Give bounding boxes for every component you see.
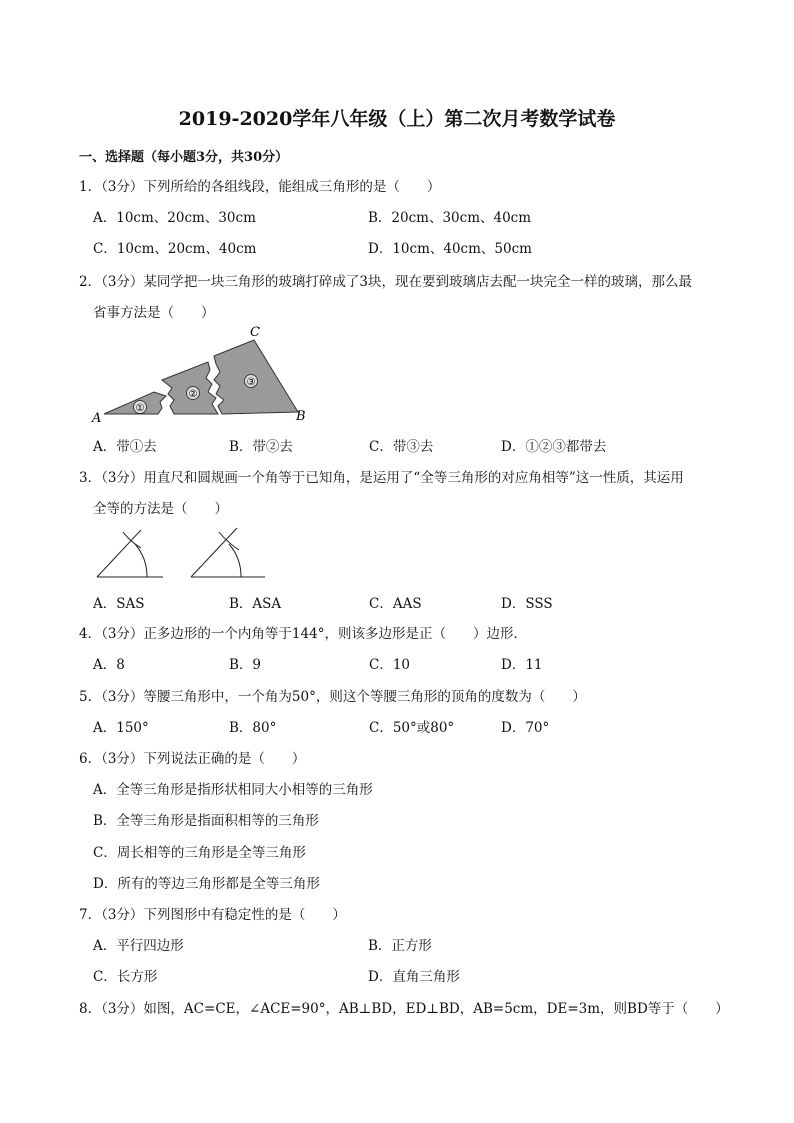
q3-option-c: C．AAS bbox=[369, 596, 422, 612]
q4-option-c: C．10 bbox=[369, 657, 411, 673]
vertex-label-c: C bbox=[250, 325, 260, 340]
original-angle bbox=[97, 530, 163, 577]
piece-1-label: ① bbox=[135, 403, 145, 414]
question-1-stem: 1．（3分）下列所给的各组线段，能组成三角形的是（ ） bbox=[79, 179, 441, 195]
q1-option-d: D．10cm、40cm、50cm bbox=[368, 241, 532, 257]
q1-option-b: B．20cm、30cm、40cm bbox=[368, 210, 532, 226]
angle-construction-figure bbox=[93, 522, 273, 584]
q3-option-b: B．ASA bbox=[229, 596, 282, 612]
q2-option-b: B．带②去 bbox=[229, 439, 293, 455]
q4-option-b: B．9 bbox=[229, 657, 262, 673]
piece-3-label: ③ bbox=[246, 377, 256, 388]
q2-option-a: A．带①去 bbox=[93, 439, 157, 455]
broken-glass-figure bbox=[90, 322, 320, 424]
q7-option-c: C．长方形 bbox=[93, 969, 158, 985]
q5-option-a: A．150° bbox=[93, 720, 149, 736]
q1-option-a: A．10cm、20cm、30cm bbox=[93, 210, 256, 226]
vertex-label-b: B bbox=[296, 409, 306, 424]
q2-option-d: D．①②③都带去 bbox=[501, 439, 607, 455]
section-heading: 一、选择题（每小题3分，共30分） bbox=[79, 150, 289, 165]
copied-angle bbox=[191, 528, 265, 577]
paper-title: 2019-2020学年八年级（上）第二次月考数学试卷 bbox=[178, 108, 616, 130]
question-4-stem: 4．（3分）正多边形的一个内角等于144°，则该多边形是正（ ）边形． bbox=[79, 626, 527, 642]
q5-option-c: C．50°或80° bbox=[369, 720, 455, 736]
q3-option-a: A．SAS bbox=[93, 596, 145, 612]
q4-option-d: D．11 bbox=[501, 657, 543, 673]
question-3-stem-line2: 全等的方法是（ ） bbox=[93, 501, 228, 517]
q2-option-c: C．带③去 bbox=[369, 439, 434, 455]
question-5-stem: 5．（3分）等腰三角形中，一个角为50°，则这个等腰三角形的顶角的度数为（ ） bbox=[79, 689, 586, 705]
q6-option-c: C．周长相等的三角形是全等三角形 bbox=[93, 845, 306, 861]
q7-option-d: D．直角三角形 bbox=[368, 969, 460, 985]
question-7-stem: 7．（3分）下列图形中有稳定性的是（ ） bbox=[79, 907, 346, 923]
q5-option-d: D．70° bbox=[501, 720, 550, 736]
q1-option-c: C．10cm、20cm、40cm bbox=[93, 241, 257, 257]
question-2-stem-line1: 2．（3分）某同学把一块三角形的玻璃打碎成了3块，现在要到玻璃店去配一块完全一样的玻璃，那么最 bbox=[79, 274, 693, 290]
question-3-stem-line1: 3．（3分）用直尺和圆规画一个角等于已知角，是运用了“全等三角形的对应角相等”这一性质，其运用 bbox=[79, 470, 684, 486]
question-8-stem: 8．（3分）如图，AC=CE，∠ACE=90°，AB⊥BD，ED⊥BD，AB=5cm，DE=3m，则BD等于（ ） bbox=[79, 1001, 729, 1017]
q3-option-d: D．SSS bbox=[501, 596, 553, 612]
q7-option-b: B．正方形 bbox=[368, 938, 432, 954]
vertex-label-a: A bbox=[92, 411, 102, 424]
q6-option-b: B．全等三角形是指面积相等的三角形 bbox=[93, 813, 319, 829]
q5-option-b: B．80° bbox=[229, 720, 277, 736]
q4-option-a: A．8 bbox=[93, 657, 125, 673]
q6-option-d: D．所有的等边三角形都是全等三角形 bbox=[93, 876, 320, 892]
question-2-stem-line2: 省事方法是（ ） bbox=[93, 305, 215, 321]
q6-option-a: A．全等三角形是指形状相同大小相等的三角形 bbox=[93, 782, 373, 798]
q7-option-a: A．平行四边形 bbox=[93, 938, 184, 954]
piece-2-label: ② bbox=[188, 389, 198, 400]
question-6-stem: 6．（3分）下列说法正确的是（ ） bbox=[79, 751, 306, 767]
